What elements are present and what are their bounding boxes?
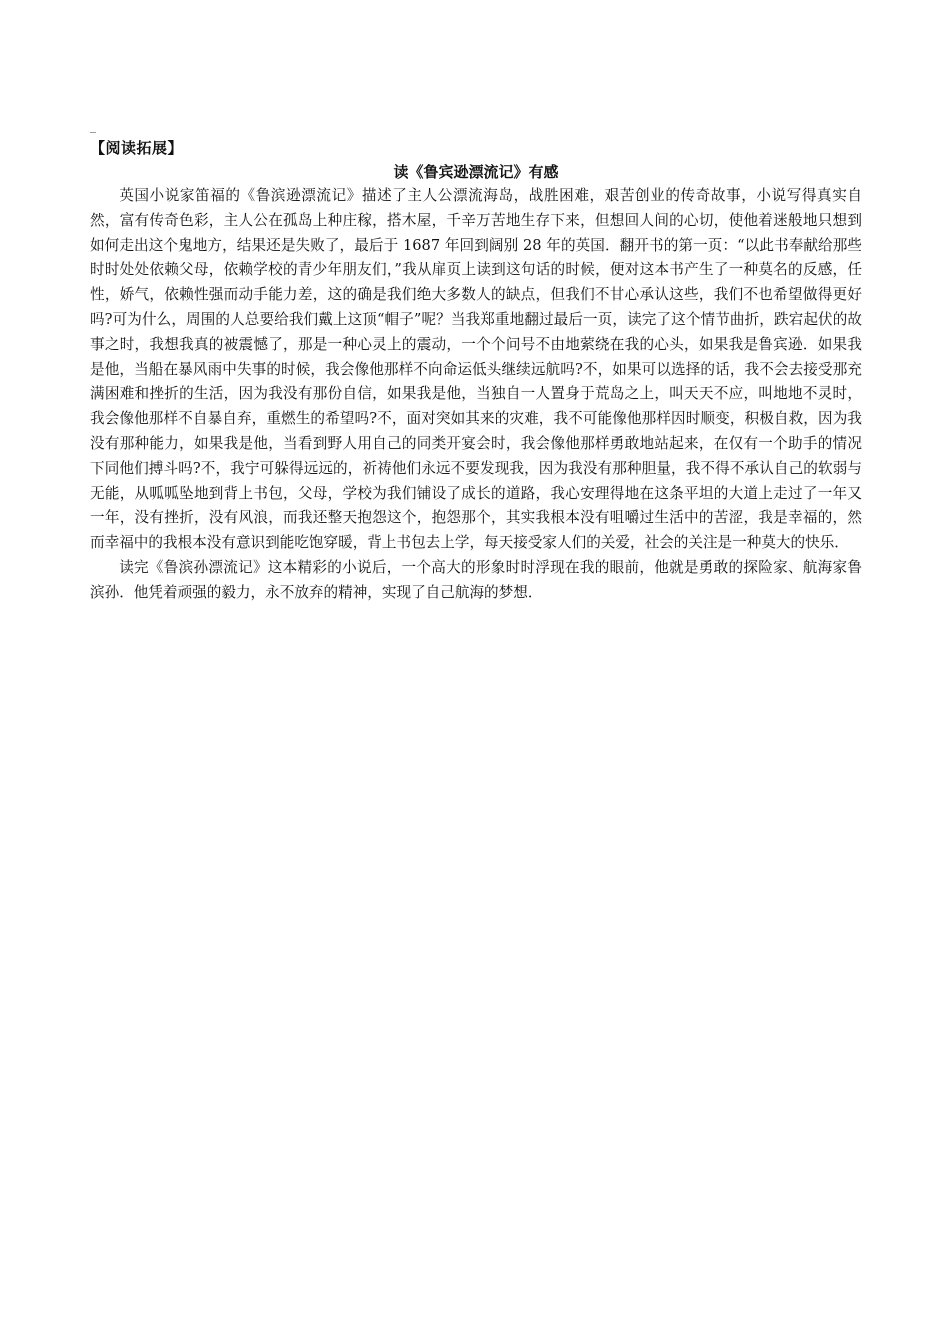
corner-mark: _ <box>90 119 96 133</box>
body-paragraph-2: 读完《鲁滨孙漂流记》这本精彩的小说后，一个高大的形象时时浮现在我的眼前，他就是勇敢的探险家、航海家鲁滨孙．他凭着顽强的毅力，永不放弃的精神，实现了自己航海的梦想． <box>90 558 862 601</box>
document-page <box>90 120 862 606</box>
body-paragraph-1: 英国小说家笛福的《鲁滨逊漂流记》描述了主人公漂流海岛，战胜困难，艰苦创业的传奇故事，小说写得真实自然，富有传奇色彩，主人公在孤岛上种庄稼，搭木屋，千辛万苦地生存下来，但想回人间的心切，使他着迷般地只想到如何走出这个鬼地方，结果还是失败了，最后于 1687 年回到阔别 28 年的英国．翻开书的第一页：“以此书奉献给那些时时处处依赖父母，依赖学校的青少年朋友们，”我从扉页上读到这句话的时候，便对这本书产生了一种莫名的反感，任性，娇气，依赖性强而动手能力差，这的确是我们绝大多数人的缺点，但我们不甘心承认这些，我们不也希望做得更好吗?可为什么，周围的人总要给我们戴上这顶“帽子”呢？当我郑重地翻过最后一页，读完了这个情节曲折，跌宕起伏的故事之时，我想我真的被震憾了，那是一种心灵上的震动，一个个问号不由地萦绕在我的心头，如果我是鲁宾逊．如果我是他，当船在暴风雨中失事的时候，我会像他那样不向命运低头继续远航吗?不，如果可以选择的话，我不会去接受那充满困难和挫折的生活，因为我没有那份自信，如果我是他，当独自一人置身于荒岛之上，叫天天不应，叫地地不灵时，我会像他那样不自暴自弃，重燃生的希望吗?不，面对突如其来的灾难，我不可能像他那样因时顺变，积极自救，因为我没有那种能力，如果我是他，当看到野人用自己的同类开宴会时，我会像他那样勇敢地站起来，在仅有一个助手的情况下同他们搏斗吗?不，我宁可躲得远远的，祈祷他们永远不要发现我，因为我没有那种胆量，我不得不承认自己的软弱与无能，从呱呱坠地到背上书包，父母，学校为我们铺设了成长的道路，我心安理得地在这条平坦的大道上走过了一年又一年，没有挫折，没有风浪，而我还整天抱怨这个，抱怨那个，其实我根本没有咀嚼过生活中的苦涩，我是幸福的，然而幸福中的我根本没有意识到能吃饱穿暖，背上书包去上学，每天接受家人们的关爱，社会的关注是一种莫大的快乐． <box>90 187 862 552</box>
section-heading: 【阅读拓展】 <box>90 139 184 157</box>
article-title: 读《鲁宾逊漂流记》有感 <box>393 163 559 181</box>
